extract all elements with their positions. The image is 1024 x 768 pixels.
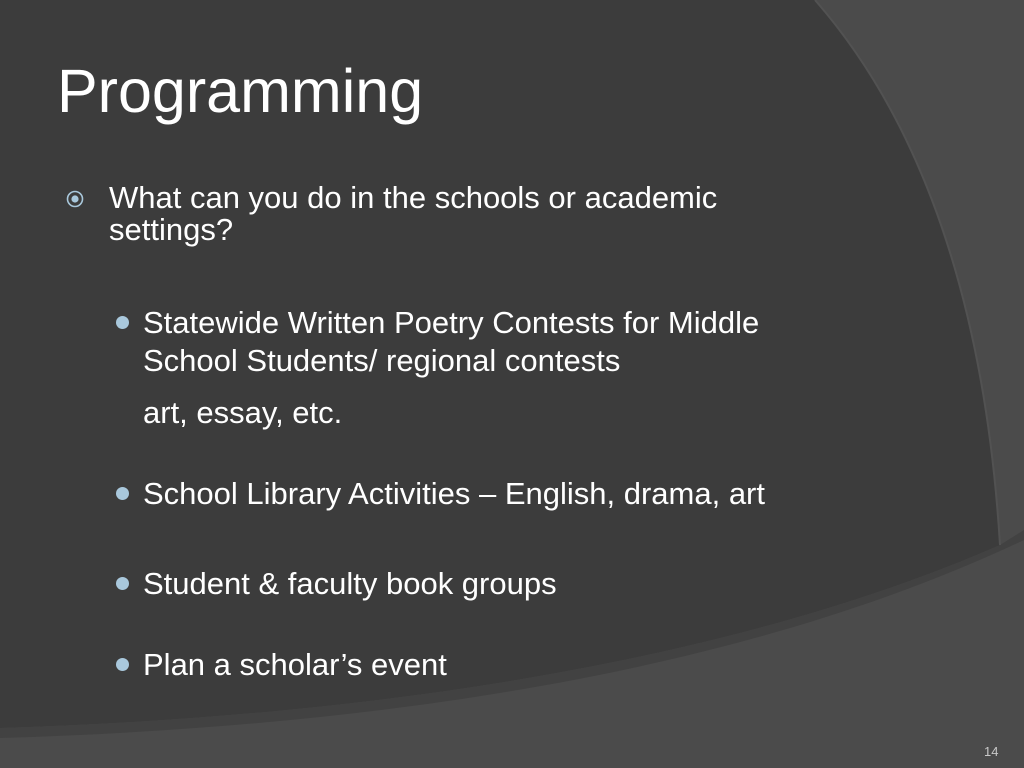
level2-bullet-text: Plan a scholar’s event <box>143 647 447 682</box>
continuation-text: art, essay, etc. <box>143 395 343 430</box>
slide-title: Programming <box>57 57 424 125</box>
level2-bullet-text <box>143 304 863 380</box>
level2-bullet-line: Statewide Written Poetry Contests for Middle <box>143 305 760 340</box>
level1-bullet-text: What can you do in the schools or academic settings? <box>109 180 718 247</box>
bullet-dot <box>116 577 129 590</box>
bullet-dot <box>116 487 129 500</box>
bullet-dot <box>116 658 129 671</box>
bullet-dot <box>116 316 129 329</box>
slide-number: 14 <box>984 744 999 759</box>
level2-bullet-text: School Library Activities – English, drama, art <box>143 476 765 511</box>
target-circle-icon <box>66 190 84 208</box>
level2-bullet-text: Student & faculty book groups <box>143 566 557 601</box>
level2-bullet-line: School Students/ regional contests <box>143 343 621 378</box>
